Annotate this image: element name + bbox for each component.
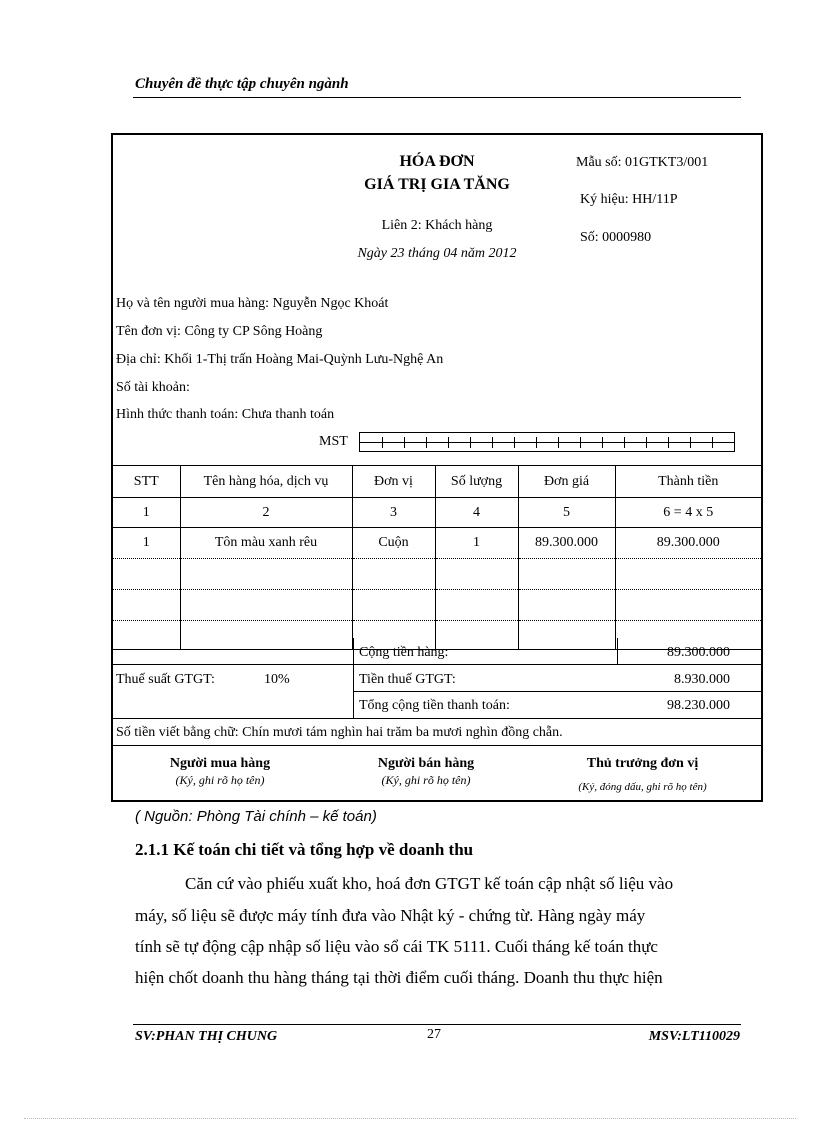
buyer-name: Họ và tên người mua hàng: Nguyễn Ngọc Khoát	[116, 296, 389, 311]
column-number: 4	[435, 498, 518, 528]
column-number: 1	[113, 498, 180, 528]
subtotal-value: 89.300.000	[667, 645, 730, 660]
footer-student-id: MSV:LT110029	[648, 1029, 740, 1044]
totals-divider	[353, 638, 354, 718]
column-number-row	[113, 498, 761, 528]
total-label: Tổng cộng tiền thanh toán:	[359, 698, 510, 713]
paragraph-line: tính sẽ tự động cập nhập số liệu vào sổ cái TK 5111. Cuối tháng kế toán thực	[135, 937, 658, 956]
column-number: 6 = 4 x 5	[615, 498, 761, 528]
vat-value: 8.930.000	[674, 672, 730, 687]
table-row	[113, 528, 761, 559]
signature-director: Thủ trưởng đơn vị	[586, 756, 699, 771]
vat-label: Tiền thuế GTGT:	[359, 672, 456, 687]
column-header: Đơn giá	[518, 466, 615, 498]
invoice-number: Số: 0000980	[580, 230, 652, 245]
cell-amount: 89.300.000	[615, 528, 761, 559]
invoice-symbol: Ký hiệu: HH/11P	[580, 192, 678, 207]
page-edge	[24, 1118, 796, 1119]
cell-quantity: 1	[435, 528, 518, 559]
paragraph-line: hiện chốt doanh thu hàng tháng tại thời điểm cuối tháng. Doanh thu thực hiện	[135, 968, 663, 987]
column-header: Số lượng	[435, 466, 518, 498]
invoice-title: HÓA ĐƠN	[399, 153, 475, 170]
totals-line	[353, 691, 761, 692]
paragraph-line: Căn cứ vào phiếu xuất kho, hoá đơn GTGT kế toán cập nhật số liệu vào	[185, 874, 674, 893]
section-heading: 2.1.1 Kế toán chi tiết và tổng hợp về doanh thu	[135, 840, 474, 859]
invoice-form-no: Mẫu số: 01GTKT3/001	[576, 155, 709, 170]
vat-rate-label: Thuế suất GTGT:	[116, 672, 215, 687]
signature-director-note: (Ký, đóng dấu, ghi rõ họ tên)	[578, 781, 707, 793]
signature-seller-note: (Ký, ghi rõ họ tên)	[381, 773, 471, 787]
column-number: 5	[518, 498, 615, 528]
total-value: 98.230.000	[667, 698, 730, 713]
signature-seller: Người bán hàng	[377, 756, 475, 771]
signature-buyer-note: (Ký, ghi rõ họ tên)	[175, 773, 265, 787]
invoice-subtitle: GIÁ TRỊ GIA TĂNG	[364, 176, 510, 193]
table-row-empty	[113, 559, 761, 590]
cell-item: Tôn màu xanh rêu	[180, 528, 352, 559]
column-header: Đơn vị	[352, 466, 435, 498]
subtotal-label: Cộng tiền hàng:	[359, 645, 449, 660]
totals-line	[113, 664, 761, 665]
signature-buyer: Người mua hàng	[169, 756, 271, 771]
amount-in-words: Số tiền viết bằng chữ: Chín mươi tám nghìn hai trăm ba mươi nghìn đồng chẵn.	[116, 725, 563, 740]
invoice-items-table	[113, 465, 761, 650]
totals-divider	[617, 638, 618, 664]
vat-rate-value: 10%	[264, 672, 290, 687]
totals-line	[113, 745, 761, 746]
footer-divider	[133, 1024, 741, 1025]
page-header-title: Chuyên đề thực tập chuyên ngành	[135, 76, 349, 92]
mst-label: MST	[319, 434, 348, 449]
invoice-date: Ngày 23 tháng 04 năm 2012	[357, 246, 517, 261]
column-header: STT	[113, 466, 180, 498]
column-number: 3	[352, 498, 435, 528]
buyer-unit: Tên đơn vị: Công ty CP Sông Hoàng	[116, 324, 323, 339]
paragraph-line: máy, số liệu sẽ được máy tính đưa vào Nhật ký - chứng từ. Hàng ngày máy	[135, 906, 646, 925]
buyer-account: Số tài khoản:	[116, 380, 190, 395]
column-header: Tên hàng hóa, dịch vụ	[180, 466, 352, 498]
footer-student: SV:PHAN THỊ CHUNG	[135, 1029, 278, 1044]
column-header: Thành tiền	[615, 466, 761, 498]
page-number: 27	[427, 1027, 441, 1042]
buyer-address: Địa chỉ: Khối 1-Thị trấn Hoàng Mai-Quỳnh Lưu-Nghệ An	[116, 352, 444, 367]
mst-input-boxes	[359, 432, 735, 452]
cell-unit: Cuộn	[352, 528, 435, 559]
table-row-empty	[113, 590, 761, 621]
source-note: ( Nguồn: Phòng Tài chính – kế toán)	[135, 808, 377, 825]
cell-stt: 1	[113, 528, 180, 559]
totals-line	[113, 718, 761, 719]
payment-method: Hình thức thanh toán: Chưa thanh toán	[116, 407, 335, 422]
invoice-copy: Liên 2: Khách hàng	[381, 218, 493, 233]
cell-unit-price: 89.300.000	[518, 528, 615, 559]
table-header-row	[113, 466, 761, 498]
column-number: 2	[180, 498, 352, 528]
header-divider	[133, 97, 741, 98]
